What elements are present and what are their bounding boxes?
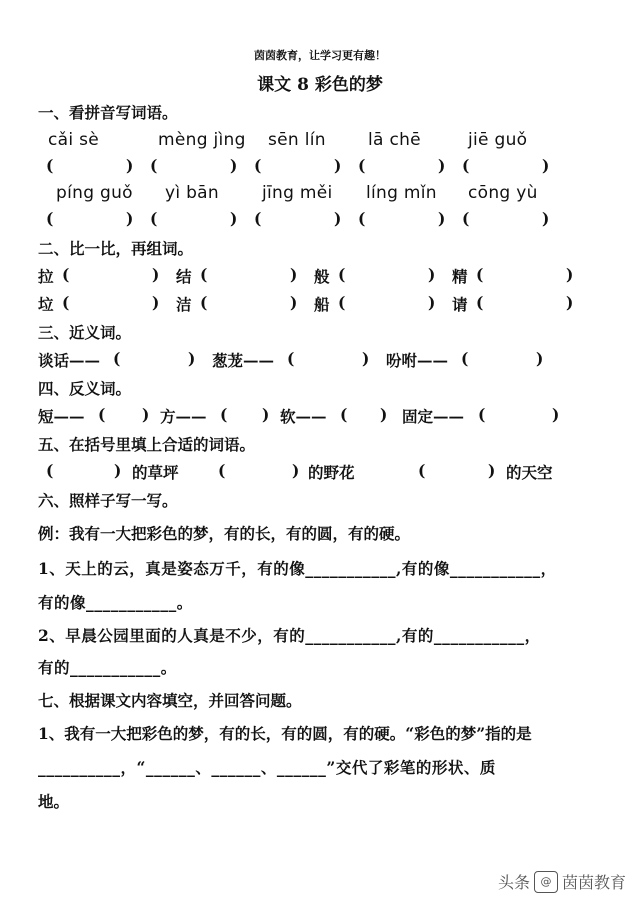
compare-char: 精 xyxy=(452,267,468,286)
answer-box[interactable]: ( xyxy=(46,209,54,228)
answer-box[interactable]: ( xyxy=(150,209,158,228)
answer-box[interactable]: ( xyxy=(358,209,366,228)
answer-box[interactable]: ( xyxy=(338,293,346,312)
antonym-word: 短—— xyxy=(38,407,85,426)
pinyin-2: mèng jìng xyxy=(158,130,246,150)
answer-box[interactable]: ( xyxy=(340,405,348,424)
watermark-brand: 茵茵教育 xyxy=(561,873,626,892)
answer-box[interactable]: ( xyxy=(462,209,470,228)
antonym-word: 软—— xyxy=(280,407,327,426)
answer-box[interactable]: ( xyxy=(478,405,486,424)
synonym-word: 吩咐—— xyxy=(386,351,449,370)
question-7-1-line3: 地。 xyxy=(38,792,70,811)
section4-heading: 四、反义词。 xyxy=(38,379,132,398)
answer-box[interactable]: ( xyxy=(461,349,469,368)
fill-phrase: 的天空 xyxy=(506,463,553,482)
compare-char: 请 xyxy=(452,295,468,314)
section1-heading: 一、看拼音写词语。 xyxy=(38,103,178,122)
section3-heading: 三、近义词。 xyxy=(38,323,132,342)
worksheet-page: 茵茵教育，让学习更有趣！ 课文 8 彩色的梦 一、看拼音写词语。 cǎi sè mèng jìng sēn lín lā chē jiē guǒ ( ) ( ) ( ) ( ) ( ) píng guǒ yì bān jīng měi líng mǐn cōng yù ( ) ( ) ( ) ( ) ( ) 二、比一比，再组词。 拉 ( ) 结 ( ) 般 ( ) 精 ( ) 垃 ( ) 洁 ( ) 船 ( ) 请 ( ) 三、近义词。 谈话—— ( ) 葱茏—— ( ) 吩咐—— ( ) 四、反义词。 短—— ( ) 方—— ( ) 软—— ( ) 固定—— ( ) 五、在括号里填上合适的词语。 ( ) 的草坪 ( ) 的野花 ( ) 的天空 六、照样子写一写。 例：我有一大把彩色的梦，有的长，有的圆，有的硬。 1、天上的云，真是姿态万千，有的像___________,有的像___________， 有的像___________。 2、早晨公园里面的人真是不少，有的___________,有的___________， 有的___________。 七、根据课文内容填空，并回答问题。 1、我有一大把彩色的梦，有的长，有的圆，有的硬。“彩色的梦”指的是 __________，“______、______、______”交代了彩笔的形状、质 地。 头条 @ 茵茵教育 xyxy=(0,0,640,905)
synonym-word: 葱茏—— xyxy=(212,351,275,370)
pinyin-3: sēn lín xyxy=(268,130,326,150)
question-7-1-line2[interactable]: __________，“______、______、______”交代了彩笔的形状、质 xyxy=(38,758,496,777)
question-6-1-line2[interactable]: 有的像___________。 xyxy=(38,593,193,612)
answer-box[interactable]: ( xyxy=(287,349,295,368)
section7-heading: 七、根据课文内容填空，并回答问题。 xyxy=(38,691,302,710)
answer-box[interactable]: ( xyxy=(150,156,158,175)
watermark xyxy=(498,870,626,893)
compare-char: 拉 xyxy=(38,267,54,286)
answer-box[interactable]: ( xyxy=(62,293,70,312)
pinyin-8: jīng měi xyxy=(262,183,333,203)
question-6-2-line2[interactable]: 有的___________。 xyxy=(38,658,177,677)
answer-box[interactable]: ( xyxy=(254,156,262,175)
pinyin-4: lā chē xyxy=(368,130,421,150)
fill-phrase: 的野花 xyxy=(308,463,355,482)
answer-box[interactable]: ( xyxy=(476,265,484,284)
answer-box[interactable]: ( xyxy=(200,265,208,284)
answer-box[interactable]: ( xyxy=(200,293,208,312)
answer-box[interactable]: ( xyxy=(46,156,54,175)
answer-box[interactable]: ( xyxy=(62,265,70,284)
pinyin-9: líng mǐn xyxy=(366,183,437,203)
pinyin-6: píng guǒ xyxy=(56,183,133,203)
answer-box[interactable]: ( xyxy=(220,405,228,424)
answer-box[interactable]: ( xyxy=(338,265,346,284)
compare-char: 垃 xyxy=(38,295,54,314)
section6-heading: 六、照样子写一写。 xyxy=(38,491,178,510)
answer-box[interactable]: ( xyxy=(462,156,470,175)
antonym-word: 固定—— xyxy=(402,407,465,426)
answer-box[interactable]: ( xyxy=(418,461,426,480)
compare-char: 结 xyxy=(176,267,192,286)
pinyin-10: cōng yù xyxy=(468,183,538,203)
section2-heading: 二、比一比，再组词。 xyxy=(38,239,194,258)
watermark-prefix: 头条 xyxy=(497,873,530,892)
question-7-1-line1: 1、我有一大把彩色的梦，有的长，有的圆，有的硬。“彩色的梦”指的是 xyxy=(38,724,532,743)
pinyin-1: cǎi sè xyxy=(48,130,100,150)
answer-box[interactable]: ( xyxy=(254,209,262,228)
question-6-1-line1[interactable]: 1、天上的云，真是姿态万千，有的像___________,有的像___________， xyxy=(38,559,557,578)
example-sentence: 例：我有一大把彩色的梦，有的长，有的圆，有的硬。 xyxy=(38,524,411,543)
pinyin-7: yì bān xyxy=(165,183,219,203)
brand-logo-icon: @ xyxy=(534,871,558,893)
answer-box[interactable]: ( xyxy=(476,293,484,312)
section5-heading: 五、在括号里填上合适的词语。 xyxy=(38,435,256,454)
compare-char: 洁 xyxy=(176,295,192,314)
antonym-word: 方—— xyxy=(160,407,207,426)
answer-box[interactable]: ( xyxy=(218,461,226,480)
answer-box[interactable]: ( xyxy=(98,405,106,424)
synonym-word: 谈话—— xyxy=(38,351,101,370)
compare-char: 船 xyxy=(314,295,330,314)
answer-box[interactable]: ( xyxy=(113,349,121,368)
answer-box[interactable]: ( xyxy=(358,156,366,175)
pinyin-5: jiē guǒ xyxy=(468,130,528,150)
question-6-2-line1[interactable]: 2、早晨公园里面的人真是不少，有的___________,有的___________， xyxy=(38,626,541,645)
header-tagline: 茵茵教育，让学习更有趣！ xyxy=(254,49,386,62)
answer-box[interactable]: ( xyxy=(46,461,54,480)
page-title: 课文 8 彩色的梦 xyxy=(257,75,383,95)
compare-char: 般 xyxy=(314,267,330,286)
fill-phrase: 的草坪 xyxy=(132,463,179,482)
